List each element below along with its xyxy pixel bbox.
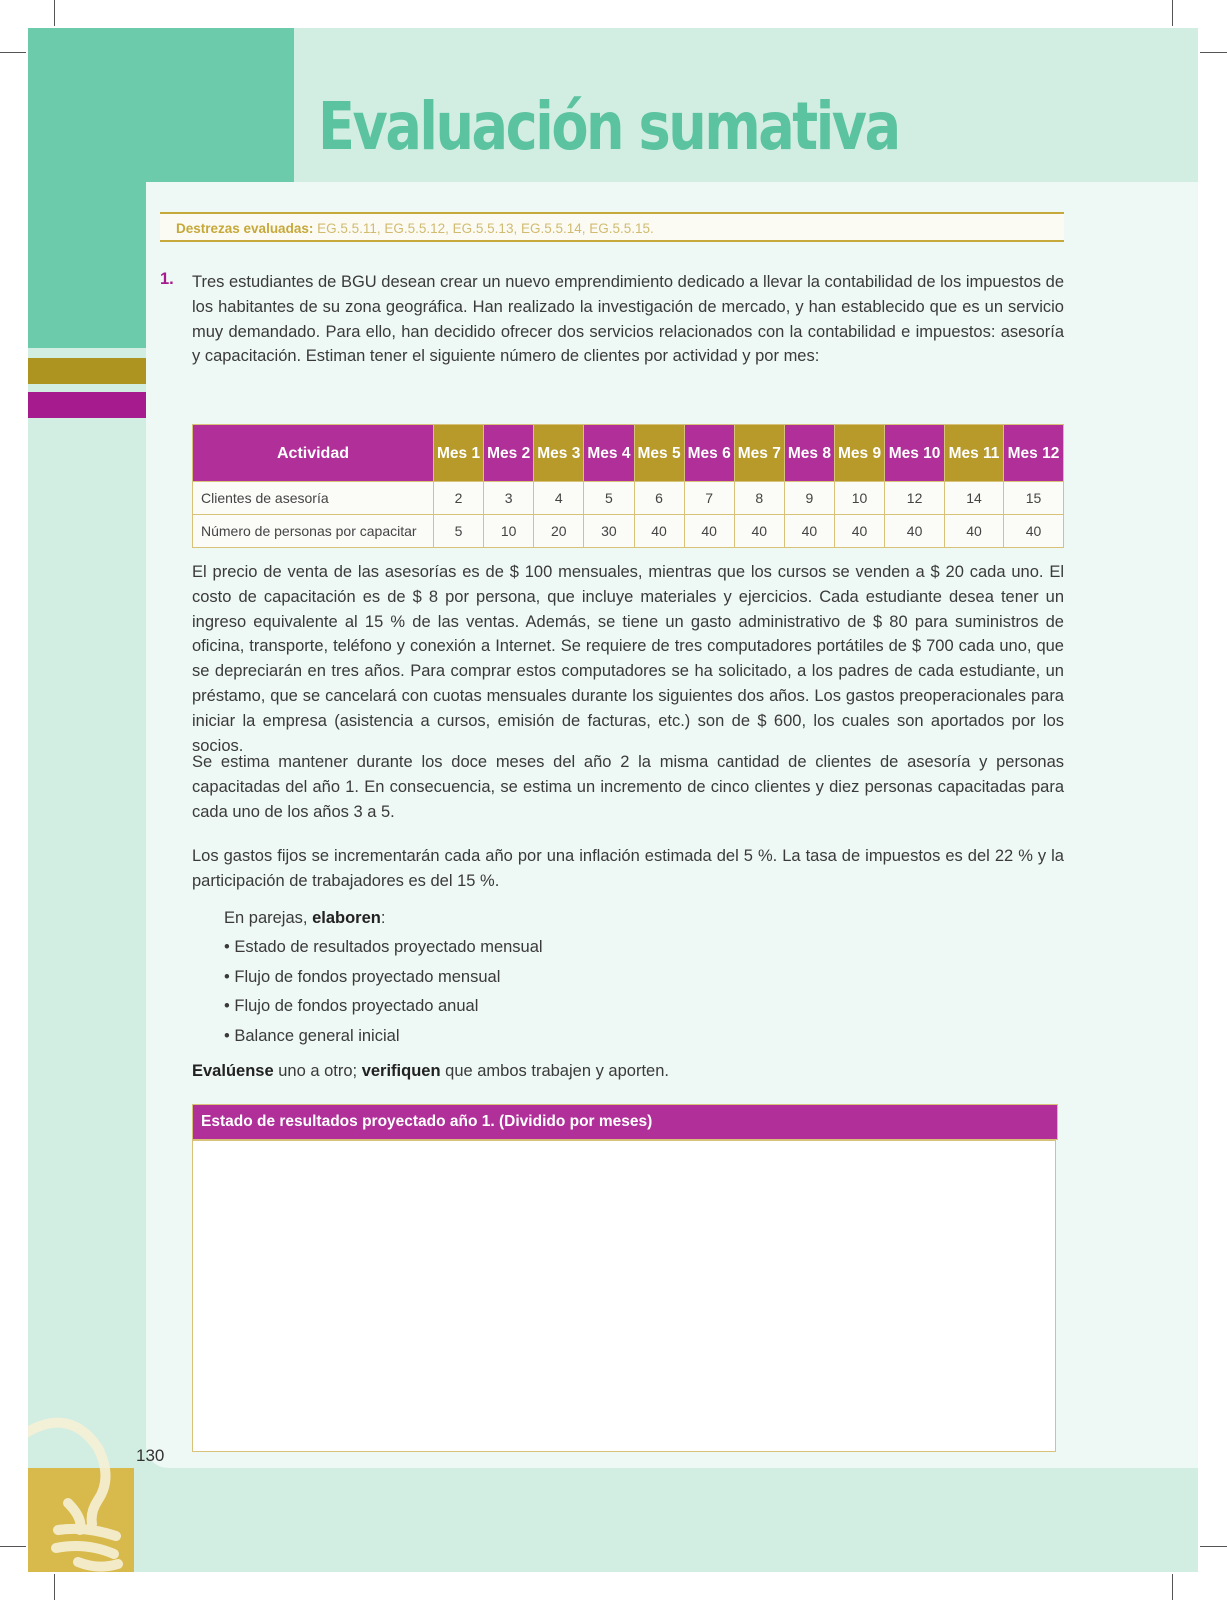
table-cell: 10 [835, 482, 885, 515]
table-cell: 12 [885, 482, 945, 515]
table-cell: 10 [484, 515, 534, 548]
costs-paragraph: Los gastos fijos se incrementarán cada año por una inflación estimada del 5 %. La tasa de impuestos es del 22 % y la participación de trabajadores es del 15 %. [192, 847, 1064, 890]
table-row [193, 515, 1064, 548]
task-list [224, 933, 543, 1051]
table-cell: 20 [534, 515, 584, 548]
table-cell: 5 [434, 515, 484, 548]
table-cell: 6 [634, 482, 684, 515]
task-suffix: : [380, 909, 386, 927]
estimate-paragraph: Se estima mantener durante los doce meses del año 2 la misma cantidad de clientes de asesoría y personas capacitadas del año 1. En consecuencia, se estima un incremento de cinco clientes y diez personas capacitadas para cada uno de los años 3 a 5. [192, 753, 1064, 821]
content-panel [146, 182, 1198, 1468]
month-header: Mes 5 [634, 425, 684, 482]
skills-value: EG.5.5.11, EG.5.5.12, EG.5.5.13, EG.5.5.14, EG.5.5.15. [313, 221, 654, 236]
month-header: Mes 3 [534, 425, 584, 482]
answer-box-title: Estado de resultados proyectado año 1. (Dividido por meses) [192, 1104, 1058, 1140]
crop-mark [1172, 0, 1173, 26]
table-header-row [193, 425, 1064, 482]
table-cell: 9 [784, 482, 834, 515]
row-label: Clientes de asesoría [193, 482, 434, 515]
table-cell: 5 [584, 482, 634, 515]
table-cell: 40 [734, 515, 784, 548]
crop-mark [0, 52, 26, 53]
question-intro: Tres estudiantes de BGU desean crear un nuevo emprendimiento dedicado a llevar la contabilidad de los impuestos de los habitantes de su zona geográfica. Han realizado la investigación de mercado, y han establecido que es un servicio muy demandado. Para ello, han decidido ofrecer dos servicios relacionados con la contabilidad e impuestos: asesoría y capacitación. Estiman tener el siguiente número de clientes por actividad y por mes: [192, 273, 1064, 366]
table-cell: 4 [534, 482, 584, 515]
table-cell: 40 [945, 515, 1004, 548]
evaluation-verb: Evalúense [192, 1062, 274, 1080]
skills-label: Destrezas evaluadas: [176, 221, 314, 236]
crop-mark [54, 1574, 55, 1600]
task-verb: elaboren [312, 909, 381, 927]
list-item: • Flujo de fondos proyectado anual [224, 992, 543, 1022]
table-cell: 40 [885, 515, 945, 548]
table-cell: 14 [945, 482, 1004, 515]
evaluation-line [192, 1062, 669, 1081]
activity-header: Actividad [193, 425, 434, 482]
crop-mark [1200, 1546, 1227, 1547]
table-cell: 40 [835, 515, 885, 548]
verify-verb: verifiquen [361, 1062, 441, 1080]
olive-decor-bar [28, 358, 146, 384]
crop-mark [0, 1546, 26, 1547]
month-header: Mes 12 [1003, 425, 1063, 482]
task-prefix: En parejas, [224, 909, 313, 927]
crop-mark [54, 0, 55, 26]
month-header: Mes 9 [835, 425, 885, 482]
answer-box[interactable] [192, 1140, 1056, 1452]
page-title: Evaluación sumativa [318, 88, 899, 165]
task-instruction [224, 904, 385, 934]
evaluation-end: que ambos trabajen y aporten. [440, 1062, 669, 1080]
month-header: Mes 6 [684, 425, 734, 482]
evaluation-text: uno a otro; [273, 1062, 362, 1080]
magenta-decor-bar [28, 392, 146, 418]
crop-mark [1200, 52, 1227, 53]
crop-mark [1172, 1574, 1173, 1600]
list-item: • Flujo de fondos proyectado mensual [224, 963, 543, 993]
skills-bar [160, 212, 1064, 242]
table-cell: 40 [634, 515, 684, 548]
month-header: Mes 2 [484, 425, 534, 482]
list-item: • Estado de resultados proyectado mensual [224, 933, 543, 963]
table-cell: 15 [1003, 482, 1063, 515]
table-cell: 7 [684, 482, 734, 515]
month-header: Mes 11 [945, 425, 1004, 482]
month-header: Mes 4 [584, 425, 634, 482]
month-header: Mes 7 [734, 425, 784, 482]
question-number: 1. [160, 270, 174, 288]
month-header: Mes 1 [434, 425, 484, 482]
table-cell: 3 [484, 482, 534, 515]
list-item: • Balance general inicial [224, 1022, 543, 1052]
table-cell: 30 [584, 515, 634, 548]
table-cell: 2 [434, 482, 484, 515]
table-cell: 8 [734, 482, 784, 515]
page [28, 28, 1198, 1572]
table-row [193, 482, 1064, 515]
month-header: Mes 8 [784, 425, 834, 482]
table-cell: 40 [1003, 515, 1063, 548]
pricing-paragraph: El precio de venta de las asesorías es de $ 100 mensuales, mientras que los cursos se venden a $ 20 cada uno. El costo de capacitación es de $ 8 por persona, que incluye materiales y ejercicios. Cada estudiante desea tener un ingreso equivalente al 15 % de las ventas. Además, se tiene un gasto administrativo de $ 80 para suministros de oficina, transporte, teléfono y conexión a Internet. Se requiere de tres computadores portátiles de $ 700 cada uno, que se depreciarán en tres años. Para comprar estos computadores se ha solicitado, a los padres de cada estudiante, un préstamo, que se cancelará con cuotas mensuales durante los siguientes dos años. Los gastos preoperacionales para iniciar la empresa (asistencia a cursos, emisión de facturas, etc.) son de $ 600, los cuales son aportados por los socios. [192, 563, 1064, 755]
clients-table [192, 424, 1064, 548]
page-number: 130 [136, 1446, 165, 1465]
table-cell: 40 [684, 515, 734, 548]
month-header: Mes 10 [885, 425, 945, 482]
table-cell: 40 [784, 515, 834, 548]
row-label: Número de personas por capacitar [193, 515, 434, 548]
